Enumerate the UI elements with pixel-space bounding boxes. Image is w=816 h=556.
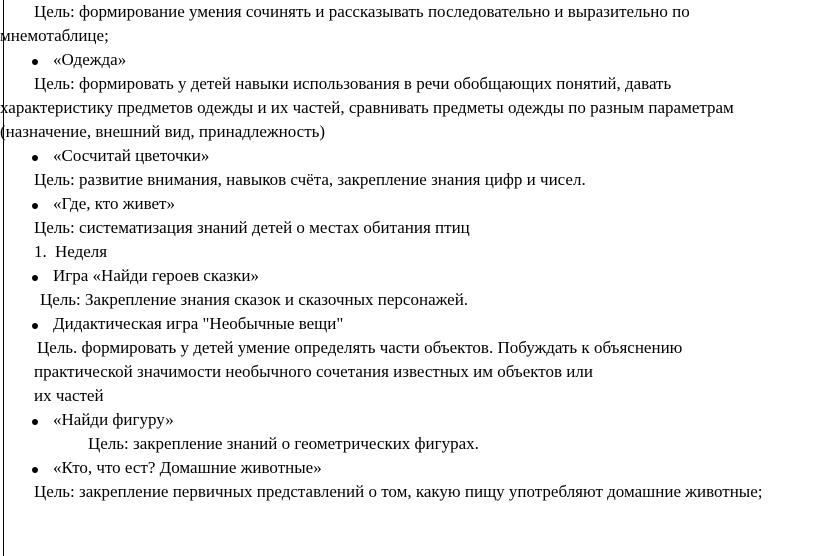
list-item-title: Дидактическая игра "Необычные вещи" xyxy=(53,314,344,333)
bullet-icon xyxy=(32,155,38,161)
list-item-title: «Одежда» xyxy=(53,50,127,69)
list-item-title: «Сосчитай цветочки» xyxy=(53,146,210,165)
text-line: Цель: формировать у детей навыки использования в речи обобщающих понятий, давать xyxy=(34,74,672,93)
bullet-icon xyxy=(32,59,38,65)
text-line: Цель: закрепление первичных представлений о том, какую пищу употребляют домашние животные; xyxy=(34,482,763,501)
list-item-title: «Найди фигуру» xyxy=(53,410,174,429)
bullet-icon xyxy=(32,419,38,425)
bullet-icon xyxy=(32,275,38,281)
list-item-title: Неделя xyxy=(55,242,108,261)
text-line: Цель: систематизация знаний детей о местах обитания птиц xyxy=(34,218,470,237)
list-item-title: «Где, кто живет» xyxy=(53,194,175,213)
text-line: Цель: Закрепление знания сказок и сказочных персонажей. xyxy=(40,290,469,309)
list-item-title: «Кто, что ест? Домашние животные» xyxy=(53,458,322,477)
text-line: практической значимости необычного сочетания известных им объектов или xyxy=(34,362,593,381)
text-line: (назначение, внешний вид, принадлежность) xyxy=(0,122,326,141)
text-line: Цель. формировать у детей умение определять части объектов. Побуждать к объяснению xyxy=(37,338,683,357)
text-line: мнемотаблице; xyxy=(0,26,109,45)
text-line: их частей xyxy=(34,386,104,405)
text-line: Цель: формирование умения сочинять и рассказывать последовательно и выразительно по xyxy=(34,2,690,21)
list-number: 1. xyxy=(34,242,47,261)
bullet-icon xyxy=(32,467,38,473)
left-border-line xyxy=(3,0,4,556)
text-line: Цель: развитие внимания, навыков счёта, закрепление знания цифр и чисел. xyxy=(34,170,586,189)
text-line: характеристику предметов одежды и их частей, сравнивать предметы одежды по разным параметрам xyxy=(0,98,734,117)
list-item-title: Игра «Найди героев сказки» xyxy=(53,266,259,285)
text-line: Цель: закрепление знаний о геометрических фигурах. xyxy=(88,434,479,453)
bullet-icon xyxy=(32,323,38,329)
bullet-icon xyxy=(32,203,38,209)
